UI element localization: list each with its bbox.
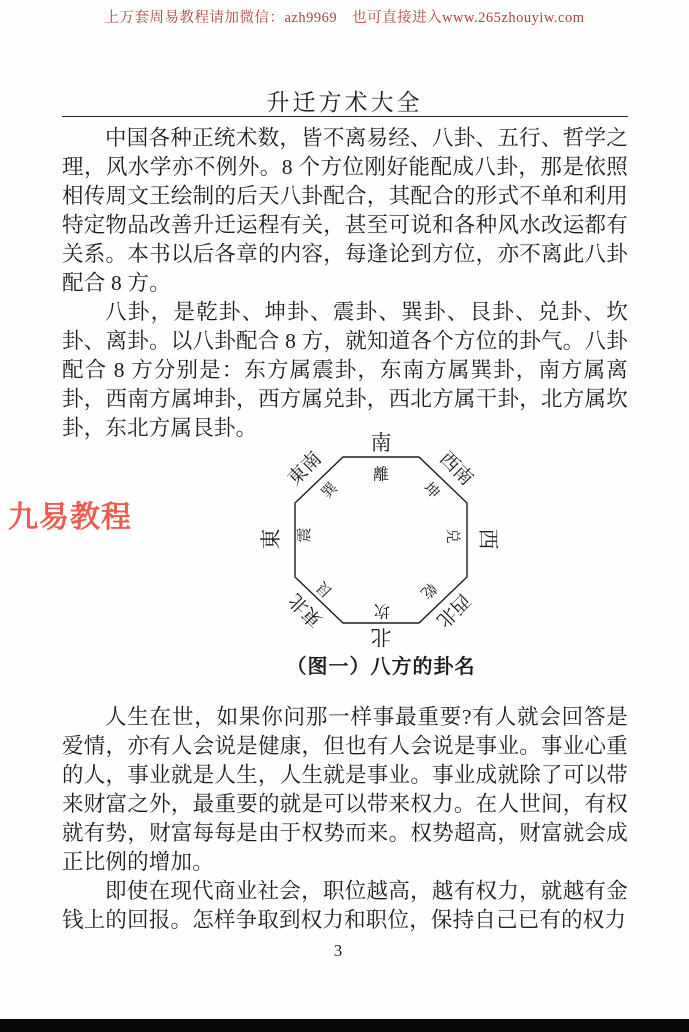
figure-caption: （图一）八方的卦名	[286, 656, 476, 678]
paragraph-bagua-directions: 八卦，是乾卦、坤卦、震卦、巽卦、艮卦、兑卦、坎卦、离卦。以八卦配合 8 方，就知道各个方位的卦气。八卦配合 8 方分别是：东方属震卦，东南方属巽卦，南方属离卦，西南方属坤卦，西方属兑卦，西北方属干卦，北方属坎卦，东北方属艮卦。	[62, 300, 628, 440]
page-number: 3	[333, 941, 343, 960]
octagon-label-northeast: 東北	[285, 589, 327, 631]
octagon-figure	[255, 428, 507, 653]
octagon-label-north: 北	[370, 625, 392, 649]
title-divider	[62, 116, 628, 117]
bagua-octagon-diagram	[255, 428, 507, 653]
header-promo-text: 上万套周易教程请加微信：azh9969 也可直接进入www.265zhouyiw.com	[104, 10, 585, 26]
octagon-trigram-zhen: 震	[297, 527, 313, 543]
octagon-trigram-gen: 艮	[314, 578, 336, 600]
octagon-label-south: 南	[370, 431, 392, 455]
octagon-label-east: 東	[259, 528, 283, 550]
watermark-jiuyi-jiaocheng: 九易教程	[8, 501, 132, 534]
page-title: 升迁方术大全	[266, 90, 423, 115]
octagon-trigram-qian: 乾	[417, 579, 439, 601]
octagon-trigram-dui: 兑	[444, 528, 460, 544]
paragraph-modern-society: 即使在现代商业社会，职位越高，越有权力，就越有金钱上的回报。怎样争取到权力和职位，保持自己已有的权力	[62, 879, 628, 932]
octagon-label-west: 西	[476, 528, 500, 550]
scan-edge-bar	[0, 1019, 689, 1032]
octagon-label-southwest: 西南	[435, 448, 477, 490]
octagon-label-northwest: 西北	[432, 589, 474, 631]
octagon-trigram-kun: 坤	[420, 480, 442, 502]
octagon-trigram-xun: 巽	[319, 480, 341, 502]
paragraph-life-priorities: 人生在世，如果你问那一样事最重要?有人就会回答是爱情，亦有人会说是健康，但也有人会说是事业。事业心重的人，事业就是人生，人生就是事业。事业成就除了可以带来财富之外，最重要的就是可以带来权力。在人世间，有权就有势，财富每每是由于权势而来。权势超高，财富就会成正比例的增加。	[62, 705, 628, 874]
octagon-label-southeast: 東南	[284, 448, 326, 490]
octagon-trigram-li: 離	[372, 466, 390, 484]
octagon-trigram-kan: 坎	[373, 601, 391, 619]
paragraph-intro: 中国各种正统术数，皆不离易经、八卦、五行、哲学之理，风水学亦不例外。8 个方位刚好能配成八卦，那是依照相传周文王绘制的后天八卦配合，其配合的形式不单和利用特定物品改善升迁运程有关，甚至可说和各种风水改运都有关系。本书以后各章的内容，每逢论到方位，亦不离此八卦配合 8 方。	[62, 126, 628, 295]
